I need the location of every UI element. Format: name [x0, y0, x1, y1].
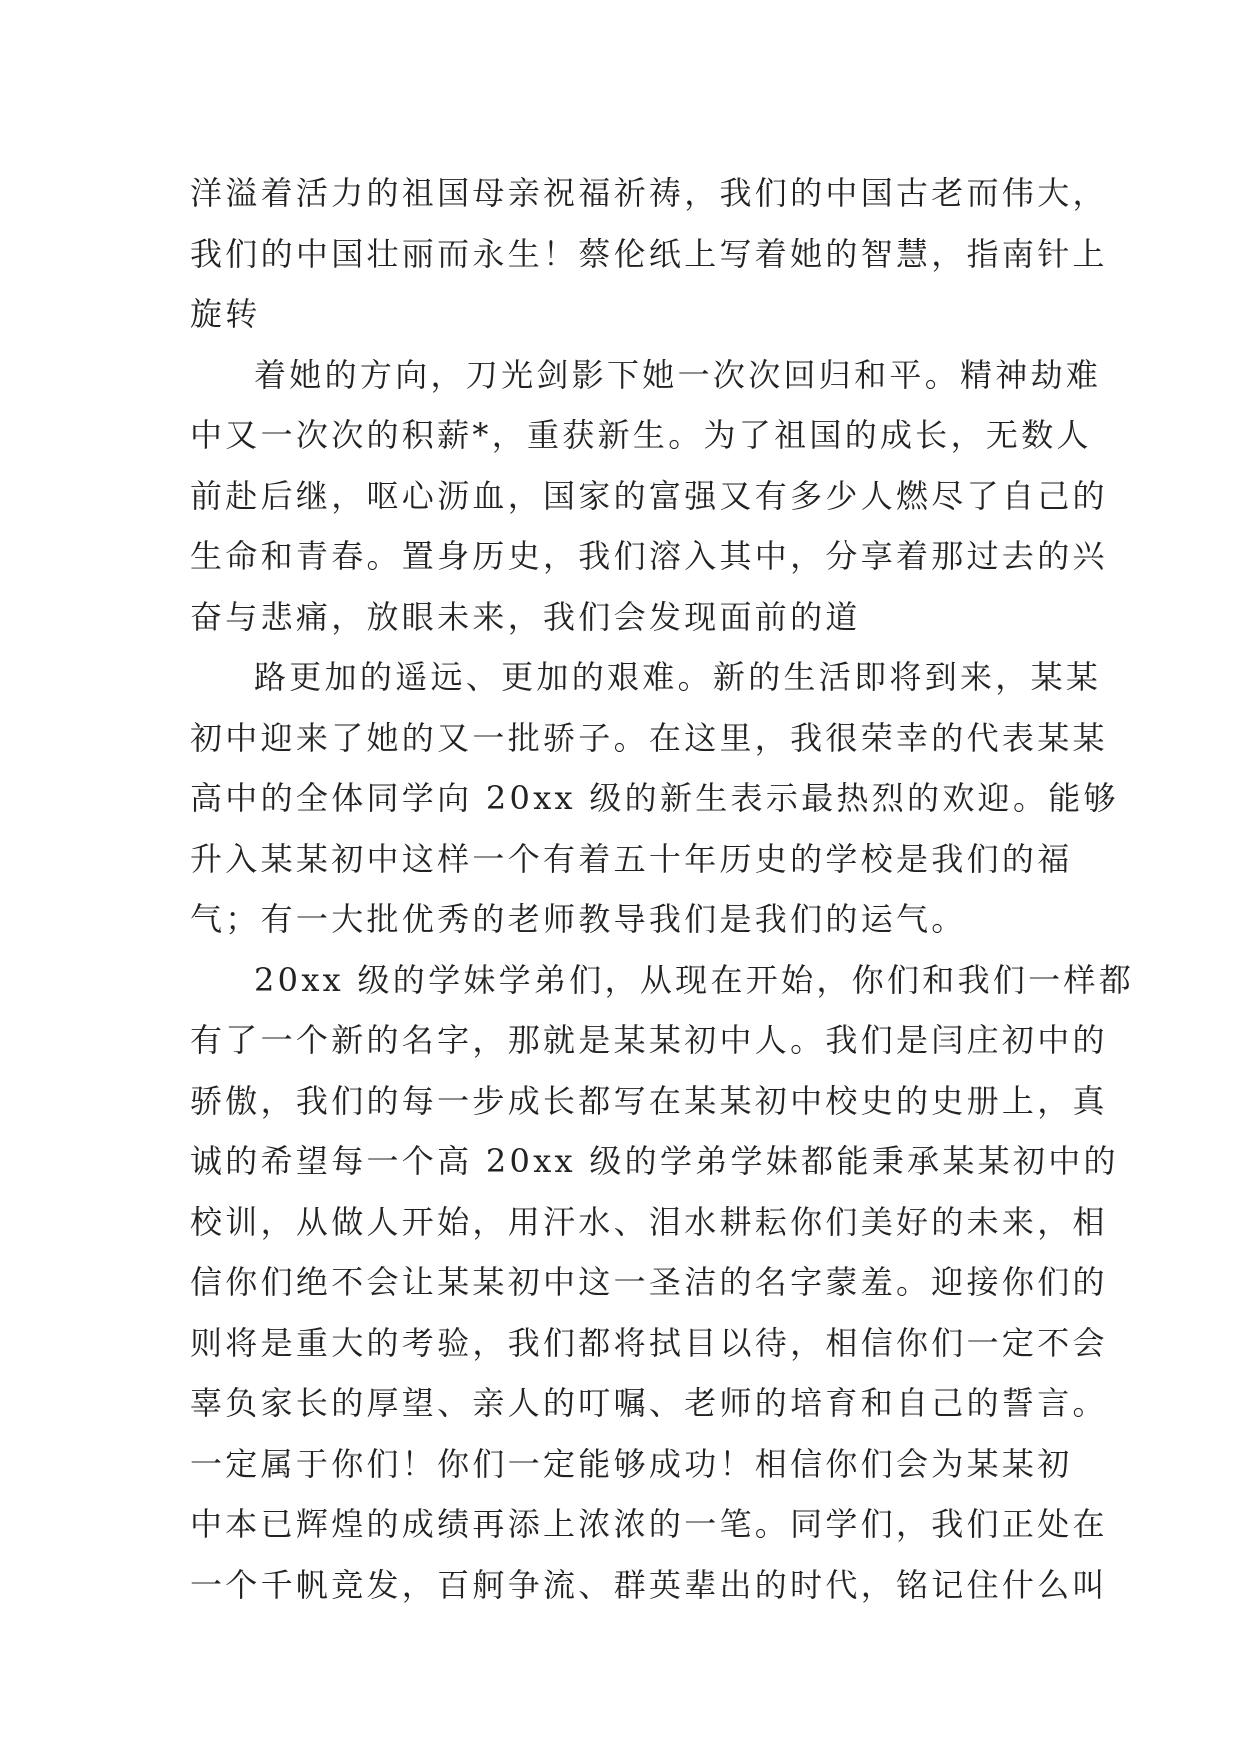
text-line: 升入某某初中这样一个有着五十年历史的学校是我们的福	[190, 839, 1073, 878]
text-line: 中又一次次的积薪*，重获新生。为了祖国的成长，无数人	[190, 416, 1092, 454]
text-line: 一定属于你们！你们一定能够成功！相信你们会为某某初	[190, 1444, 1073, 1483]
text-line: 诚的希望每一个高 20xx 级的学弟学妹都能秉承某某初中的	[190, 1142, 1119, 1180]
paragraph-1	[190, 163, 1108, 345]
text-line: 初中迎来了她的又一批骄子。在这里，我很荣幸的代表某某	[190, 718, 1108, 757]
text-line: 有了一个新的名字，那就是某某初中人。我们是闫庄初中的	[190, 1021, 1108, 1059]
text-line: 生命和青春。置身历史，我们溶入其中，分享着那过去的兴	[190, 537, 1108, 575]
text-line: 路更加的遥远、更加的艰难。新的生活即将到来，某某	[254, 658, 1102, 696]
text-line: 旋转	[190, 295, 261, 333]
paragraph-2	[190, 345, 1108, 648]
paragraph-3	[190, 647, 1119, 950]
text-line: 骄傲，我们的每一步成长都写在某某初中校史的史册上，真	[190, 1081, 1108, 1120]
text-line: 校训，从做人开始，用汗水、泪水耕耘你们美好的未来，相	[190, 1202, 1108, 1241]
text-line: 20xx 级的学妹学弟们，从现在开始，你们和我们一样都	[254, 960, 1135, 999]
text-line: 中本已辉煌的成绩再添上浓浓的一笔。同学们，我们正处在	[190, 1505, 1108, 1543]
text-line: 辜负家长的厚望、亲人的叮嘱、老师的培育和自己的誓言。	[190, 1384, 1108, 1422]
text-line: 奋与悲痛，放眼未来，我们会发现面前的道	[190, 597, 861, 636]
paragraph-4	[190, 950, 1135, 1616]
text-line: 高中的全体同学向 20xx 级的新生表示最热烈的欢迎。能够	[190, 779, 1119, 817]
text-line: 信你们绝不会让某某初中这一圣洁的名字蒙羞。迎接你们的	[190, 1263, 1108, 1301]
text-line: 气；有一大批优秀的老师教导我们是我们的运气。	[190, 900, 967, 938]
text-line: 我们的中国壮丽而永生！蔡伦纸上写着她的智慧，指南针上	[190, 234, 1108, 273]
text-line: 洋溢着活力的祖国母亲祝福祈祷，我们的中国古老而伟大，	[190, 174, 1108, 212]
text-line: 着她的方向，刀光剑影下她一次次回归和平。精神劫难	[254, 355, 1102, 394]
text-line: 一个千帆竞发，百舸争流、群英辈出的时代，铭记住什么叫	[190, 1565, 1108, 1604]
document-body	[190, 163, 1135, 1615]
text-line: 则将是重大的考验，我们都将拭目以待，相信你们一定不会	[190, 1323, 1108, 1362]
text-line: 前赴后继，呕心沥血，国家的富强又有多少人燃尽了自己的	[190, 476, 1108, 515]
